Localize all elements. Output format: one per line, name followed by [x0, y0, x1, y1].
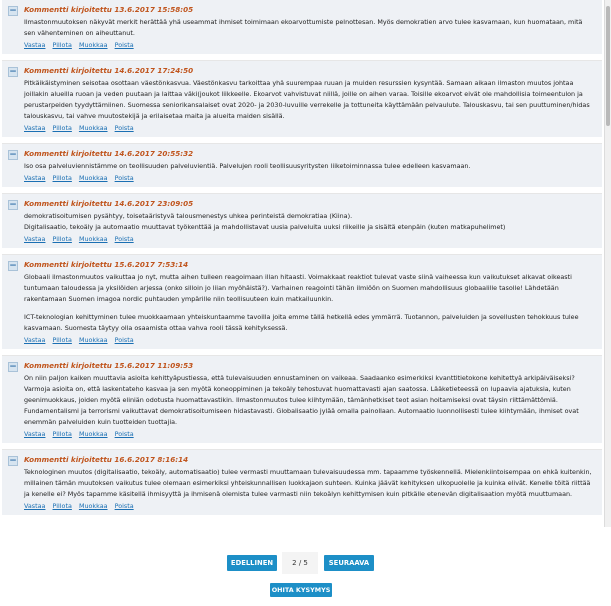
comment-actions	[24, 123, 594, 133]
reply-link[interactable]: Vastaa	[24, 41, 46, 49]
comment-body	[24, 272, 594, 334]
collapse-icon[interactable]: −	[9, 150, 17, 160]
comment-header: Kommentti kirjoitettu 16.6.2017 8:16:14	[24, 455, 189, 464]
comment-body	[24, 161, 594, 172]
pagination	[0, 552, 611, 572]
like-link[interactable]: Pillota	[52, 41, 72, 49]
comment-text	[24, 211, 594, 233]
comment-header: Kommentti kirjoitettu 13.6.2017 15:58:05	[24, 5, 194, 14]
collapse-icon[interactable]: −	[9, 261, 17, 271]
previous-button[interactable]: EDELLINEN	[227, 555, 277, 571]
next-button[interactable]: SEURAAVA	[324, 555, 374, 571]
edit-link[interactable]: Muokkaa	[78, 124, 108, 132]
comment-item	[2, 194, 602, 248]
reply-link[interactable]: Vastaa	[24, 235, 46, 243]
comment-item	[2, 356, 602, 443]
scrollbar-thumb[interactable]	[606, 6, 610, 126]
comment-text: Ilmastonmuutoksen näkyvät merkit herättää yhä useammat ihmiset toimimaan ekoarvottumiste pelnottesan. Myös demokratien arvo tulee kasvamaan, kun huomataan, mitä sen vähenteminen on aiheuttanut.	[24, 18, 583, 37]
like-link[interactable]: Pillota	[52, 174, 72, 182]
comment-text: Pitkäikäistyminen seisotaa osottaan väestönkasvua. Väestönkasvu tarkoittaa yhä suurempaa ruuan ja muiden resurssien kysyntää. Samaan aikaan ilmaston muutos johtaa joillakin alueilla ruoan ja veden puutaan ja laittaa väki(joukot liikkeelle. Ekoarvot vahvistuvat niillä, joille on aihen varaa. Toisille ekoarvot eivät ole mahdollisia toimeentulon ja perustarpeiden tyydyttämiinen. Suomessa seniorikansalaiset ovat 2020- ja 2030-luvuille verrekelle ja tottuneita käyttämään pelvaulute. Talouskasvu, tai sen puuttuminen/hidas talouskasvu, tai vahve muutostekijä ja erilaisetaa maita ja alueita maiden sisällä.	[24, 79, 590, 120]
like-link[interactable]: Pillota	[52, 430, 72, 438]
comment-header: Kommentti kirjoitettu 14.6.2017 23:09:05	[24, 199, 194, 208]
comment-actions	[24, 429, 594, 439]
comment-body	[24, 211, 594, 233]
comment-text: Iso osa palveluviennistämme on teollisuuden palveluvientiä. Palvelujen rooli teollisuusyritysten liiketoiminnassa tulee edelleen kasvamaan.	[24, 162, 471, 170]
comment-item	[2, 450, 602, 515]
delete-link[interactable]: Poista	[114, 235, 134, 243]
comment-item	[2, 255, 602, 349]
comment-header: Kommentti kirjoitettu 15.6.2017 11:09:53	[24, 361, 194, 370]
skip-question-button[interactable]: OHITA KYSYMYS	[270, 583, 332, 597]
edit-link[interactable]: Muokkaa	[78, 41, 108, 49]
reply-link[interactable]: Vastaa	[24, 124, 46, 132]
comment-item	[2, 144, 602, 187]
comment-actions	[24, 40, 594, 50]
edit-link[interactable]: Muokkaa	[78, 174, 108, 182]
reply-link[interactable]: Vastaa	[24, 336, 46, 344]
delete-link[interactable]: Poista	[114, 336, 134, 344]
comment-text: Globaali ilmastonmuutos vaikuttaa jo nyt, mutta aihen tulleen reagoimaan illan hitaasti. Voimakkaat reaktiot tulevat vaste siinä vaiheessa kun vaikutukset alkavat oikeasti tuntumaan taloudessa ja yksilöiden arjessa (onko silloin jo liian myöhäistä?). Varhainen reagointi tähän ilmiöön on Suomen mahdollisuus globaalille tasolle! Lähdetään rakentamaan Suomen imagoa nordic puhtauden ympärille niin teollisuuteen kuin matkailuunkin.	[24, 273, 572, 303]
edit-link[interactable]: Muokkaa	[78, 235, 108, 243]
collapse-icon[interactable]: −	[9, 456, 17, 466]
delete-link[interactable]: Poista	[114, 174, 134, 182]
page-indicator: 2 / 5	[282, 552, 318, 574]
comment-text: ICT-teknologian kehittyminen tulee muokkaamaan yhteiskuntaamme tavoilla joita emme tällä hetkellä edes ymmärrä. Tuotannon, palveluiden ja sovellusten tehokkuus tulee kasvamaan. Suomesta täytyy olla osaamista ottaa vahva rooli tässä kehityksessä.	[24, 313, 579, 332]
like-link[interactable]: Pillota	[52, 124, 72, 132]
comment-actions	[24, 234, 594, 244]
comment-item	[2, 0, 602, 54]
reply-link[interactable]: Vastaa	[24, 502, 46, 510]
comment-actions	[24, 501, 594, 511]
reply-link[interactable]: Vastaa	[24, 430, 46, 438]
like-link[interactable]: Pillota	[52, 336, 72, 344]
collapse-icon[interactable]: −	[9, 67, 17, 77]
edit-link[interactable]: Muokkaa	[78, 502, 108, 510]
collapse-icon[interactable]: −	[9, 362, 17, 372]
comment-item	[2, 61, 602, 137]
collapse-icon[interactable]: −	[9, 200, 17, 210]
comment-actions	[24, 173, 594, 183]
collapse-icon[interactable]: −	[9, 6, 17, 16]
delete-link[interactable]: Poista	[114, 124, 134, 132]
comment-body	[24, 467, 594, 500]
comment-body	[24, 78, 594, 122]
delete-link[interactable]: Poista	[114, 430, 134, 438]
comment-text: Teknologinen muutos (digitalisaatio, tekoäly, automatisaatio) tulee vermasti muuttamaan tulevaisuudessa mm. tapaamme työskennellä. Mielenkiintoisempaa on ehkä kuitenkin, millainen tämän muutoksen vaikutus tulee olemaan esimerkiksi yhteiskunnallisen luokkajaon suhteen. Kuinka jäävät kehityksen ulkopuolelle ja kuinka elivät. Kenelle töitä riittää ja kenelle ei? Myös tapamme käsitellä ihmisyyttä ja ihmisenä olemista tulee varmasti niin tekoälyn kehittymisen kuin pitkälle etenevän digitalisaation myötä muuttumaan.	[24, 468, 592, 498]
comment-header: Kommentti kirjoitettu 15.6.2017 7:53:14	[24, 260, 189, 269]
comment-text-line: Digitalisaatio, tekoäly ja automaatio muuttavat työkenttää ja mahdollistavat uusia palveluita uuksi riikeille ja sisältä etenpäin (kuten matkapuhelimet)	[24, 223, 506, 231]
delete-link[interactable]: Poista	[114, 41, 134, 49]
like-link[interactable]: Pillota	[52, 502, 72, 510]
comment-body	[24, 17, 594, 39]
delete-link[interactable]: Poista	[114, 502, 134, 510]
comment-header: Kommentti kirjoitettu 14.6.2017 17:24:50	[24, 66, 194, 75]
comment-actions	[24, 335, 594, 345]
edit-link[interactable]: Muokkaa	[78, 336, 108, 344]
comment-header: Kommentti kirjoitettu 14.6.2017 20:55:32	[24, 149, 194, 158]
comment-text: On niin paljon kaiken muuttavia asioita kehittyäpustiessa, että tulevaisuuden ennustaminen on vaikeaa. Saadaanko esimerkiksi kvanttitietokone kehitettyä arkipäiväiseksi? Varmoja asioita on, että laskentateho kasvaa ja sen myötä koneoppiminen ja tekoäly tehostuvat huomattavasti ajan saatossa. Lääketieteessä on lupaavia ajatuksia, kuten geenimuokkaus, joiden myötä eliniän odotusta huomattavastikin. Ilmastonmuutos tulee kiihtymään, tämänhetkiset teot asian hoitamiseksi ovat täysin riittämättömiä. Fundamentalismi ja terrorismi vaikuttavat demokratisoitumiseen hidastavasti. Globalisaatio jylää omalla painollaan. Automaatio luonnollisesti tulee kiihtymään, ihmiset ovat enemmän palveluiden kuin tuotteiden tuottajia.	[24, 374, 579, 426]
comment-text-line: demokratisoitumisen pysähtyy, toisetaäristyvä talousmenestys uhkea perinteistä demokratiaa (Kiina).	[24, 212, 353, 220]
edit-link[interactable]: Muokkaa	[78, 430, 108, 438]
reply-link[interactable]: Vastaa	[24, 174, 46, 182]
comment-body	[24, 373, 594, 428]
scrollbar-track[interactable]	[604, 0, 611, 527]
like-link[interactable]: Pillota	[52, 235, 72, 243]
